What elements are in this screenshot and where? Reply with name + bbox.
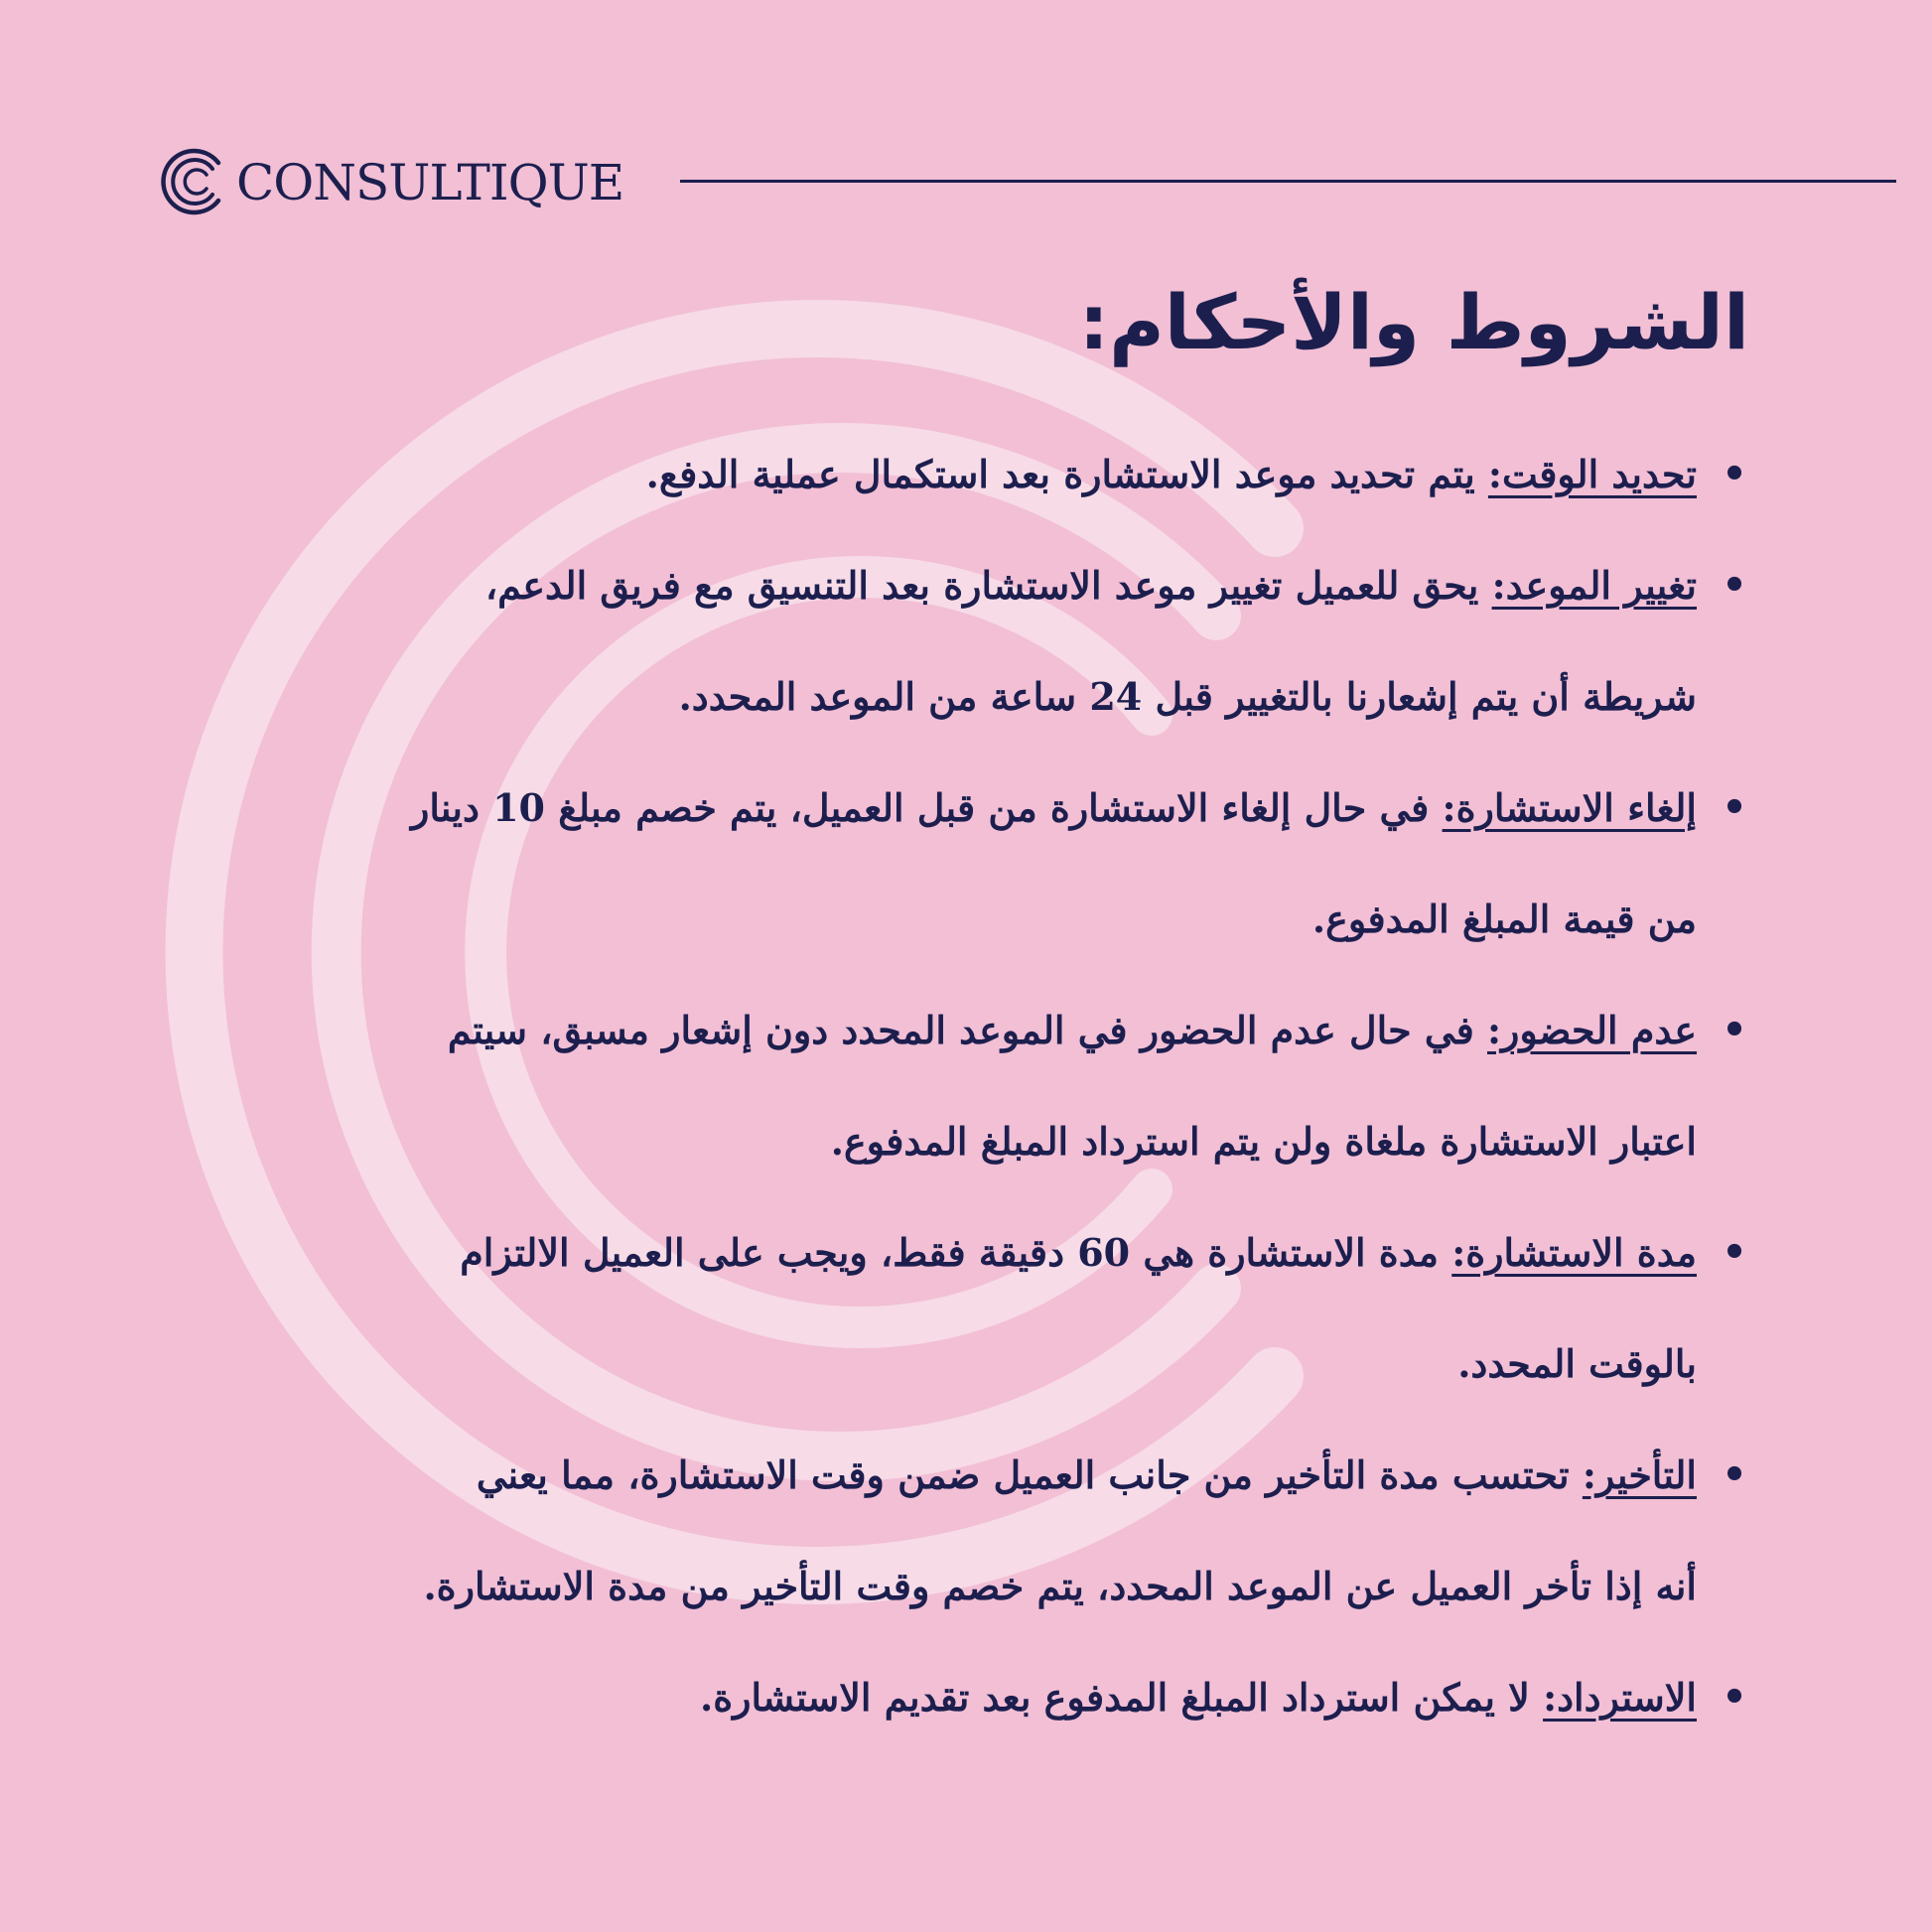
term-item <box>160 1197 1748 1420</box>
bullet-icon: • <box>1722 1229 1747 1276</box>
term-item <box>160 530 1748 753</box>
bullet-icon: • <box>1722 1674 1747 1721</box>
term-item <box>160 1420 1748 1642</box>
bullet-icon: • <box>1722 451 1747 497</box>
term-label: إلغاء الاستشارة: <box>1442 785 1697 830</box>
term-text: يحق للعميل تغيير موعد الاستشارة بعد التنسيق مع فريق الدعم، شريطة أن يتم إشعارنا بالتغيير قبل 24 ساعة من الموعد المحدد. <box>484 563 1697 719</box>
term-text: في حال عدم الحضور في الموعد المحدد دون إشعار مسبق، سيتم اعتبار الاستشارة ملغاة ولن يتم استرداد المبلغ المدفوع. <box>447 1008 1697 1164</box>
term-item <box>160 753 1748 975</box>
term-text: تحتسب مدة التأخير من جانب العميل ضمن وقت الاستشارة، مما يعني أنه إذا تأخر العميل عن الموعد المحدد، يتم خصم وقت التأخير من مدة الاستشارة. <box>423 1452 1697 1608</box>
term-item <box>160 975 1748 1197</box>
term-label: عدم الحضور: <box>1486 1008 1697 1052</box>
term-text: لا يمكن استرداد المبلغ المدفوع بعد تقديم الاستشارة. <box>699 1675 1530 1720</box>
brand-header <box>159 147 1747 216</box>
consultique-logo-icon <box>159 147 228 216</box>
brand-name: CONSULTIQUE <box>236 154 624 211</box>
page-title: الشروط والأحكام: <box>1078 278 1749 366</box>
term-text: مدة الاستشارة هي 60 دقيقة فقط، ويجب على العميل الالتزام بالوقت المحدد. <box>460 1230 1697 1386</box>
bullet-icon: • <box>1722 1007 1747 1053</box>
term-text: في حال إلغاء الاستشارة من قبل العميل، يتم خصم مبلغ 10 دينار من قيمة المبلغ المدفوع. <box>410 785 1697 941</box>
header-divider <box>680 180 1896 183</box>
term-item <box>160 1642 1748 1753</box>
term-label: التأخير: <box>1582 1452 1697 1497</box>
bullet-icon: • <box>1722 1451 1747 1498</box>
bullet-icon: • <box>1722 562 1747 609</box>
term-label: تغيير الموعد: <box>1491 563 1697 608</box>
bullet-icon: • <box>1722 784 1747 831</box>
terms-list <box>160 419 1748 1753</box>
term-label: تحديد الوقت: <box>1487 452 1697 496</box>
term-label: مدة الاستشارة: <box>1451 1230 1697 1275</box>
term-text: يتم تحديد موعد الاستشارة بعد استكمال عملية الدفع. <box>645 452 1475 496</box>
term-item <box>160 419 1748 530</box>
term-label: الاسترداد: <box>1543 1675 1697 1720</box>
